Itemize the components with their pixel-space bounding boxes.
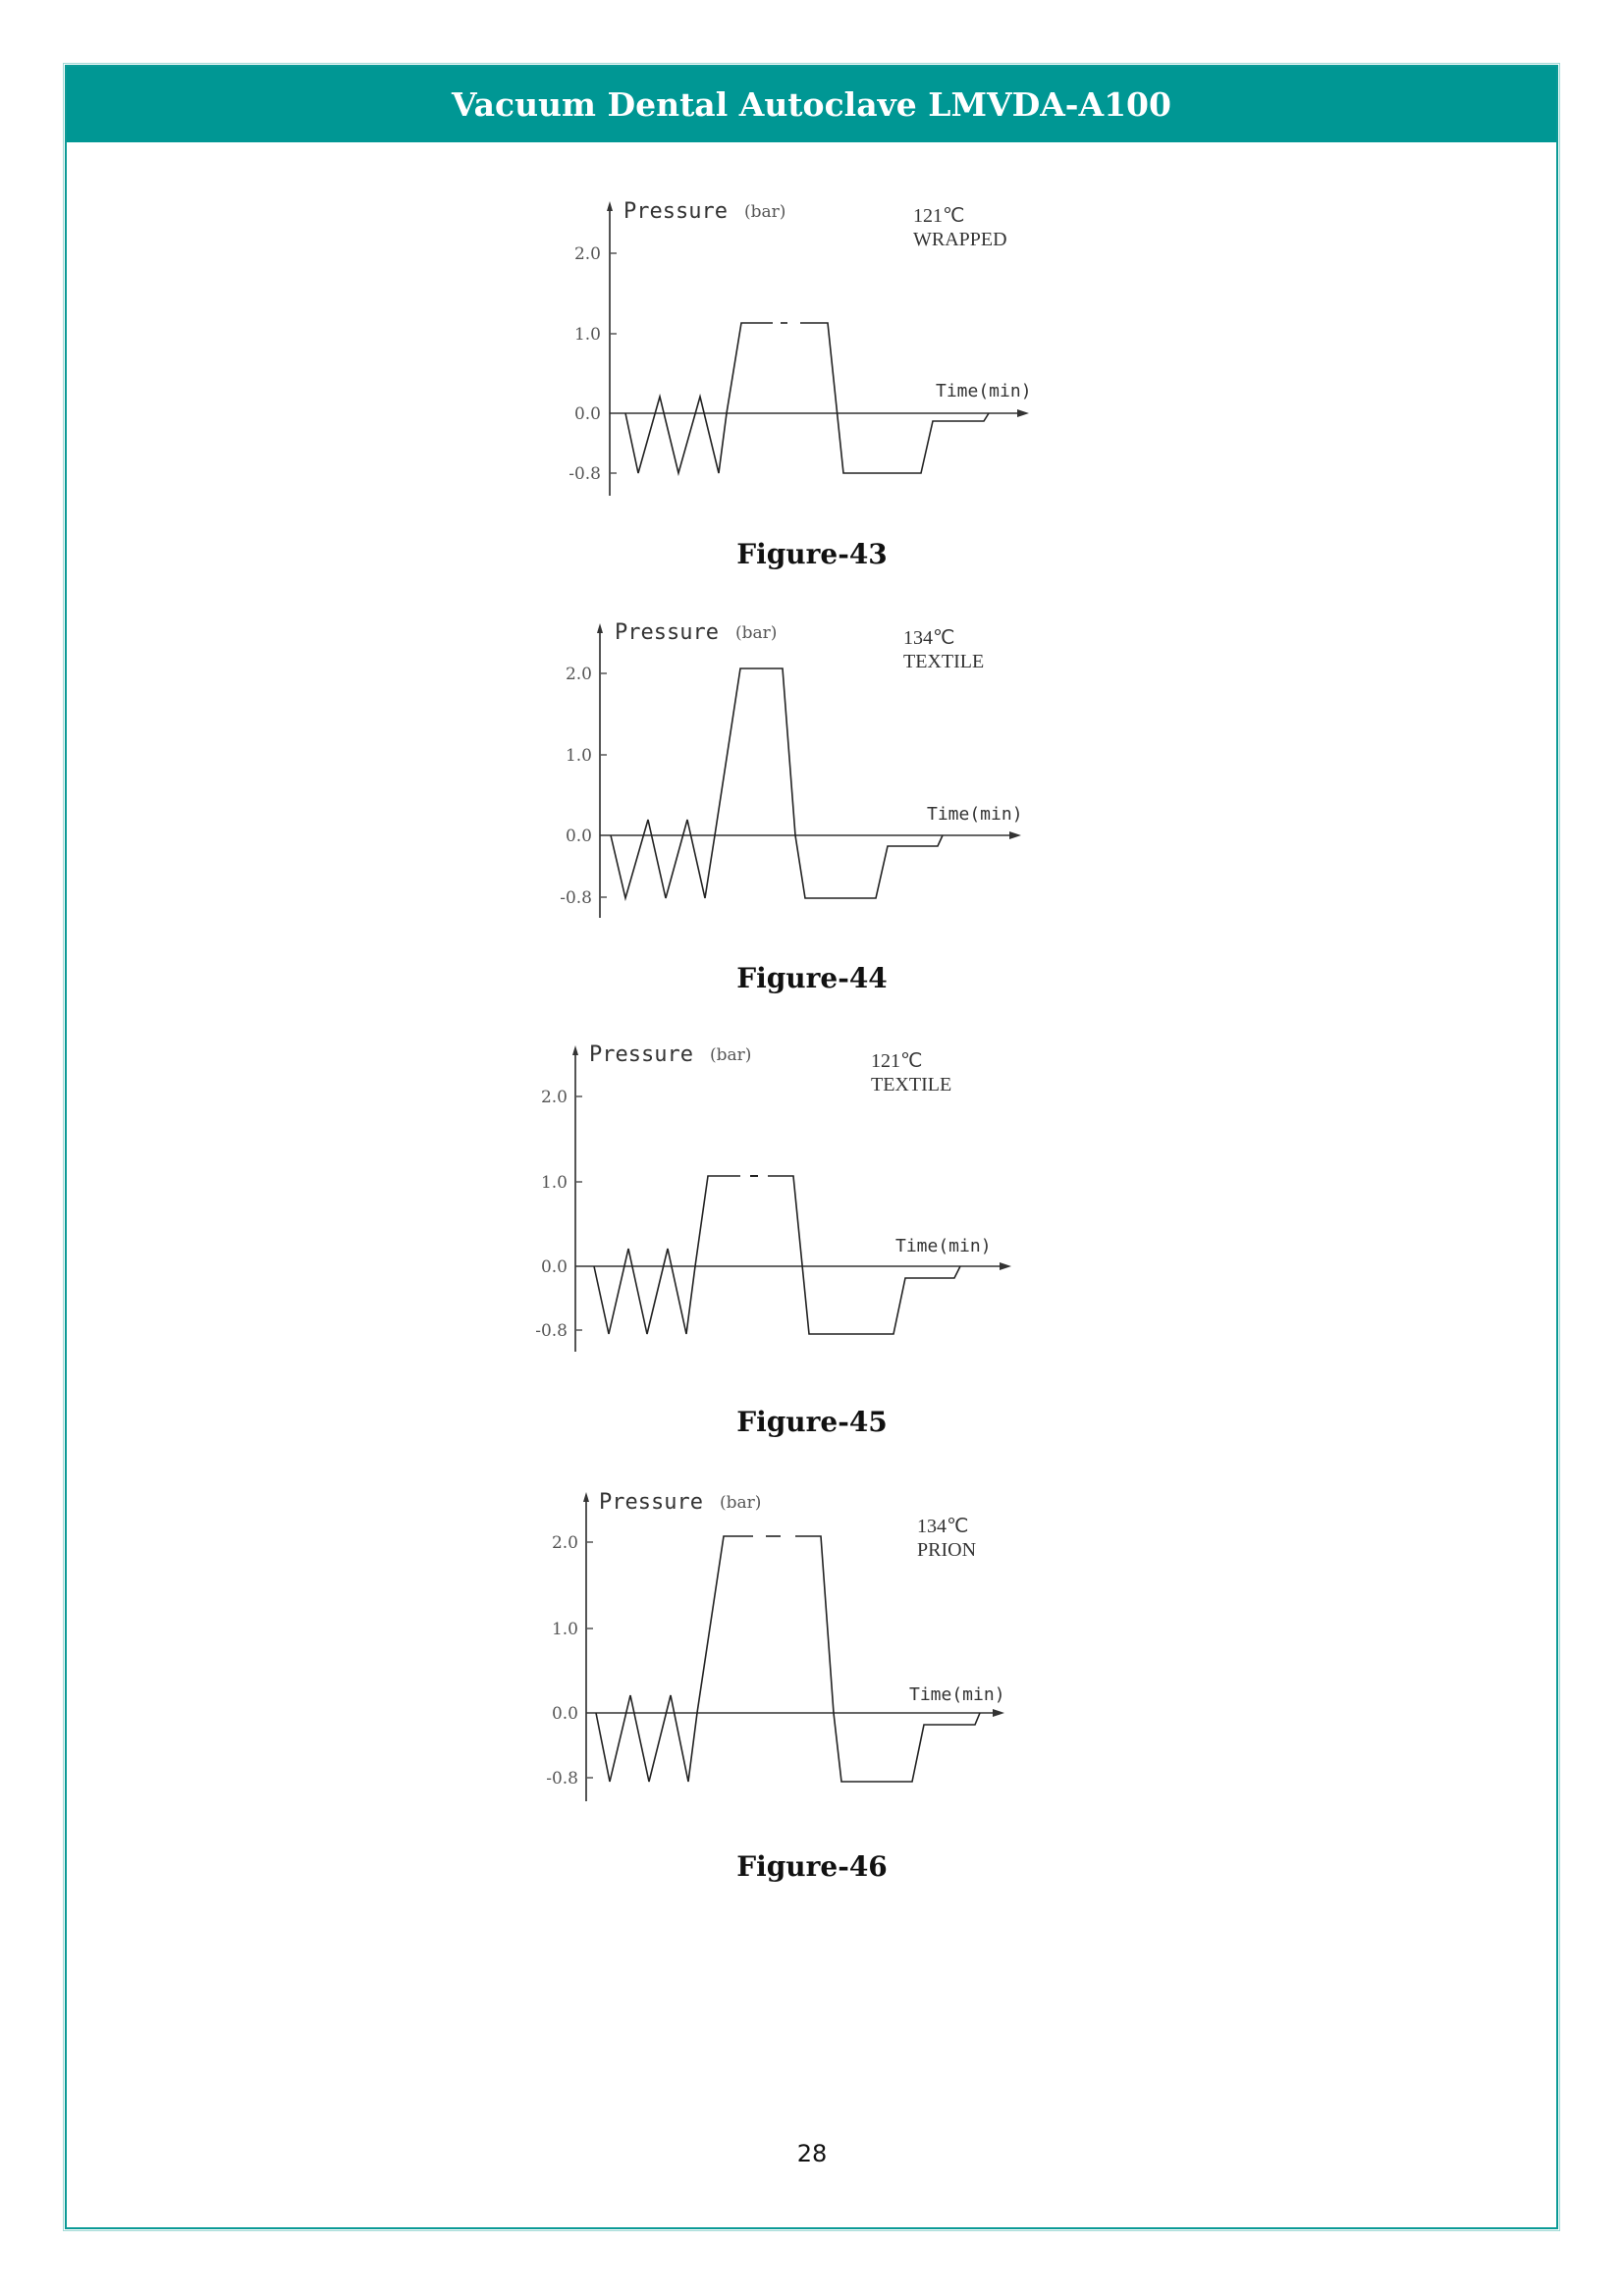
y-axis-title: Pressure [599, 1490, 703, 1515]
y-axis-title: Pressure [615, 620, 719, 645]
chart-annotation-type: TEXTILE [903, 651, 985, 672]
y-axis-title: Pressure [623, 199, 728, 224]
chart-figure-46 [511, 1482, 1119, 1816]
chart-figure-43 [530, 191, 1080, 506]
y-axis-unit: (bar) [710, 1045, 752, 1065]
ytick-label: 2.0 [573, 244, 601, 264]
ytick-label: 0.0 [551, 1704, 578, 1724]
ytick-label: -0.8 [568, 464, 601, 484]
figure-caption: Figure-44 [736, 962, 888, 994]
ytick-label: 0.0 [565, 827, 592, 846]
ytick-label: 0.0 [573, 404, 601, 424]
y-axis-unit: (bar) [720, 1493, 762, 1513]
y-axis-unit: (bar) [744, 202, 786, 222]
ytick-label: 1.0 [551, 1620, 578, 1639]
chart-annotation-temp: 121℃ [871, 1050, 923, 1072]
chart-annotation-type: TEXTILE [871, 1074, 952, 1095]
chart-figure-45 [511, 1036, 1119, 1360]
ytick-label: 1.0 [565, 746, 592, 766]
y-axis-title: Pressure [589, 1042, 693, 1067]
x-axis-title: Time(min) [909, 1684, 1005, 1705]
chart-annotation-temp: 134℃ [917, 1516, 969, 1537]
x-axis-title: Time(min) [927, 804, 1023, 825]
ytick-label: -0.8 [535, 1321, 568, 1341]
ytick-label: 2.0 [565, 665, 592, 684]
ytick-label: 1.0 [573, 325, 601, 345]
page-number: 28 [796, 2140, 828, 2167]
ytick-label: 1.0 [540, 1173, 568, 1193]
ytick-label: -0.8 [560, 888, 592, 908]
ytick-label: -0.8 [546, 1769, 578, 1789]
chart-annotation-temp: 121℃ [913, 205, 965, 227]
x-axis-title: Time(min) [895, 1236, 992, 1256]
ytick-label: 2.0 [551, 1533, 578, 1553]
chart-annotation-temp: 134℃ [903, 627, 955, 649]
chart-figure-44 [530, 614, 1100, 928]
y-axis-unit: (bar) [735, 623, 778, 643]
chart-annotation-type: PRION [917, 1539, 977, 1561]
x-axis-title: Time(min) [936, 381, 1032, 401]
chart-annotation-type: WRAPPED [913, 229, 1007, 250]
header-bar [67, 67, 1556, 142]
figure-caption: Figure-43 [736, 538, 888, 570]
ytick-label: 2.0 [540, 1088, 568, 1107]
figure-caption: Figure-46 [736, 1850, 888, 1883]
figure-caption: Figure-45 [736, 1406, 888, 1438]
document-title: Vacuum Dental Autoclave LMVDA-A100 [452, 85, 1171, 124]
ytick-label: 0.0 [540, 1257, 568, 1277]
